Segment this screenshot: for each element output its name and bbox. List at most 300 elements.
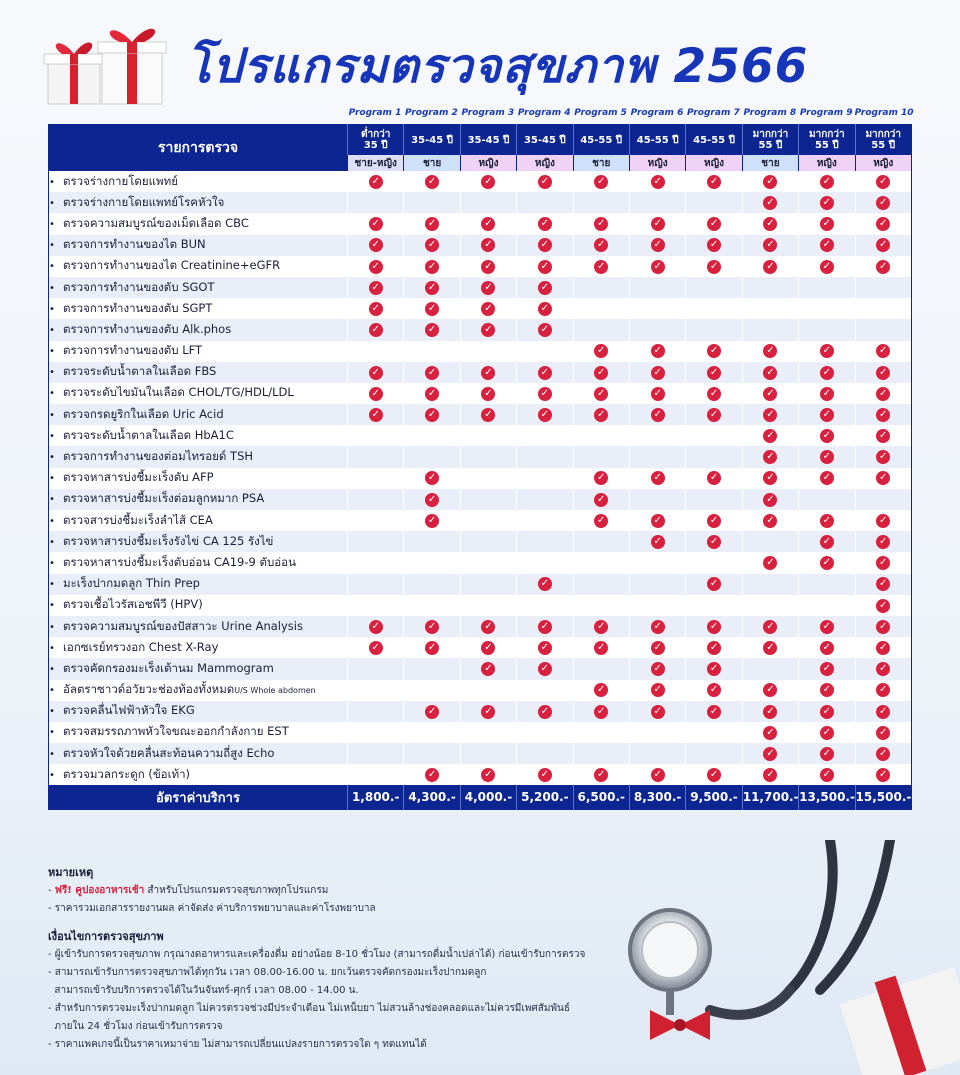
mark-cell bbox=[799, 256, 855, 277]
mark-cell bbox=[742, 468, 798, 489]
bullet-icon: • bbox=[49, 409, 55, 421]
check-icon: ✓ bbox=[538, 641, 552, 655]
check-icon: ✓ bbox=[763, 641, 777, 655]
bullet-icon: • bbox=[49, 261, 55, 273]
check-icon: ✓ bbox=[763, 366, 777, 380]
mark-cell bbox=[742, 510, 798, 531]
price-cell-7: 9,500.- bbox=[686, 785, 742, 810]
mark-cell bbox=[855, 595, 911, 616]
mark-cell bbox=[629, 277, 685, 298]
age-header-2 bbox=[404, 125, 460, 156]
table-row bbox=[49, 574, 912, 595]
age-text: มากกว่า bbox=[752, 129, 789, 140]
mark-cell bbox=[573, 531, 629, 552]
check-icon: ✓ bbox=[763, 196, 777, 210]
exam-item-label: ตรวจการทำงานของตับ LFT bbox=[63, 343, 203, 358]
check-icon: ✓ bbox=[820, 429, 834, 443]
exam-item-label: ตรวจการทำงานของตับ SGOT bbox=[63, 279, 215, 294]
mark-cell bbox=[517, 764, 573, 785]
mark-cell bbox=[799, 213, 855, 234]
exam-item-label: เอกซเรย์ทรวงอก Chest X-Ray bbox=[63, 639, 219, 654]
note-line bbox=[48, 900, 648, 918]
mark-cell bbox=[460, 277, 516, 298]
mark-cell bbox=[686, 171, 742, 192]
check-icon: ✓ bbox=[820, 747, 834, 761]
check-icon: ✓ bbox=[594, 705, 608, 719]
table-row bbox=[49, 489, 912, 510]
mark-cell bbox=[742, 256, 798, 277]
mark-cell bbox=[573, 383, 629, 404]
age-header-10 bbox=[855, 125, 911, 156]
exam-item-cell bbox=[49, 171, 348, 192]
exam-item-cell bbox=[49, 383, 348, 404]
mark-cell bbox=[573, 213, 629, 234]
mark-cell bbox=[460, 764, 516, 785]
program-label-10: Program 10 bbox=[854, 108, 914, 118]
check-icon: ✓ bbox=[876, 217, 890, 231]
age-text: มากกว่า bbox=[809, 129, 845, 140]
check-icon: ✓ bbox=[425, 408, 439, 422]
mark-cell bbox=[573, 510, 629, 531]
exam-item-cell bbox=[49, 235, 348, 256]
age-header-9 bbox=[799, 125, 855, 156]
mark-cell bbox=[855, 277, 911, 298]
exam-item-label: ตรวจระดับไขมันในเลือด CHOL/TG/HDL/LDL bbox=[63, 385, 294, 400]
bullet-icon: • bbox=[49, 197, 55, 209]
mark-cell bbox=[404, 658, 460, 679]
mark-cell bbox=[686, 277, 742, 298]
check-icon: ✓ bbox=[651, 344, 665, 358]
check-icon: ✓ bbox=[763, 429, 777, 443]
mark-cell bbox=[573, 574, 629, 595]
mark-cell bbox=[460, 637, 516, 658]
mark-cell bbox=[799, 574, 855, 595]
check-icon: ✓ bbox=[763, 450, 777, 464]
mark-cell bbox=[348, 404, 404, 425]
mark-cell bbox=[686, 722, 742, 743]
mark-cell bbox=[742, 277, 798, 298]
check-icon: ✓ bbox=[876, 768, 890, 782]
notes-list bbox=[48, 882, 648, 918]
mark-cell bbox=[799, 235, 855, 256]
mark-cell bbox=[686, 552, 742, 573]
exam-item-cell bbox=[49, 489, 348, 510]
check-icon: ✓ bbox=[481, 175, 495, 189]
table-row bbox=[49, 722, 912, 743]
check-icon: ✓ bbox=[876, 260, 890, 274]
exam-item-label: ตรวจเชื้อไวรัสเอชพีวี (HPV) bbox=[63, 597, 203, 612]
check-icon: ✓ bbox=[707, 344, 721, 358]
exam-item-sublabel: U/S Whole abdomen bbox=[234, 686, 316, 696]
mark-cell bbox=[799, 764, 855, 785]
mark-cell bbox=[686, 616, 742, 637]
mark-cell bbox=[460, 256, 516, 277]
check-icon: ✓ bbox=[538, 260, 552, 274]
mark-cell bbox=[742, 743, 798, 764]
check-icon: ✓ bbox=[820, 726, 834, 740]
mark-cell bbox=[348, 574, 404, 595]
mark-cell bbox=[573, 171, 629, 192]
price-cell-4: 5,200.- bbox=[517, 785, 573, 810]
table-row bbox=[49, 256, 912, 277]
check-icon: ✓ bbox=[369, 260, 383, 274]
check-icon: ✓ bbox=[481, 705, 495, 719]
mark-cell bbox=[517, 552, 573, 573]
condition-line: - สามารถเข้ารับการตรวจสุขภาพได้ทุกวัน เวลา 08.00-16.00 น. ยกเว้นตรวจคัดกรองมะเร็งปากมดลูก bbox=[48, 967, 487, 978]
check-icon: ✓ bbox=[651, 260, 665, 274]
table-body bbox=[49, 171, 912, 785]
mark-cell bbox=[799, 468, 855, 489]
check-icon: ✓ bbox=[763, 514, 777, 528]
check-icon: ✓ bbox=[538, 281, 552, 295]
mark-cell bbox=[460, 510, 516, 531]
mark-cell bbox=[348, 341, 404, 362]
check-icon: ✓ bbox=[425, 620, 439, 634]
check-icon: ✓ bbox=[651, 175, 665, 189]
check-icon: ✓ bbox=[425, 514, 439, 528]
note-highlight: ฟรี! คูปองอาหารเช้า bbox=[54, 885, 145, 896]
gender-header-1: ชาย-หญิง bbox=[348, 155, 404, 171]
check-icon: ✓ bbox=[876, 238, 890, 252]
mark-cell bbox=[404, 298, 460, 319]
mark-cell bbox=[573, 341, 629, 362]
check-icon: ✓ bbox=[876, 196, 890, 210]
mark-cell bbox=[855, 764, 911, 785]
check-icon: ✓ bbox=[651, 620, 665, 634]
mark-cell bbox=[460, 574, 516, 595]
check-icon: ✓ bbox=[481, 768, 495, 782]
check-icon: ✓ bbox=[763, 726, 777, 740]
gender-header-8: ชาย bbox=[742, 155, 798, 171]
price-cell-10: 15,500.- bbox=[855, 785, 911, 810]
check-icon: ✓ bbox=[425, 705, 439, 719]
check-icon: ✓ bbox=[820, 366, 834, 380]
check-icon: ✓ bbox=[425, 260, 439, 274]
check-icon: ✓ bbox=[876, 726, 890, 740]
mark-cell bbox=[517, 213, 573, 234]
mark-cell bbox=[404, 256, 460, 277]
program-label-5: Program 5 bbox=[574, 108, 627, 118]
check-icon: ✓ bbox=[481, 217, 495, 231]
mark-cell bbox=[573, 489, 629, 510]
check-icon: ✓ bbox=[763, 175, 777, 189]
check-icon: ✓ bbox=[820, 175, 834, 189]
mark-cell bbox=[742, 680, 798, 701]
mark-cell bbox=[855, 510, 911, 531]
mark-cell bbox=[799, 341, 855, 362]
mark-cell bbox=[517, 489, 573, 510]
mark-cell bbox=[517, 616, 573, 637]
mark-cell bbox=[686, 468, 742, 489]
age-text: 35-45 ปี bbox=[411, 134, 453, 146]
check-icon: ✓ bbox=[481, 408, 495, 422]
mark-cell bbox=[404, 404, 460, 425]
check-icon: ✓ bbox=[763, 705, 777, 719]
mark-cell bbox=[686, 446, 742, 467]
exam-item-cell bbox=[49, 298, 348, 319]
mark-cell bbox=[404, 743, 460, 764]
mark-cell bbox=[348, 235, 404, 256]
age-header-8 bbox=[742, 125, 798, 156]
mark-cell bbox=[517, 277, 573, 298]
bullet-icon: • bbox=[49, 367, 55, 379]
mark-cell bbox=[348, 595, 404, 616]
mark-cell bbox=[460, 616, 516, 637]
mark-cell bbox=[348, 616, 404, 637]
mark-cell bbox=[855, 319, 911, 340]
mark-cell bbox=[517, 637, 573, 658]
mark-cell bbox=[460, 213, 516, 234]
condition-line: ภายใน 24 ชั่วโมง ก่อนเข้ารับการตรวจ bbox=[48, 1021, 223, 1032]
mark-cell bbox=[573, 192, 629, 213]
mark-cell bbox=[855, 171, 911, 192]
mark-cell bbox=[686, 256, 742, 277]
mark-cell bbox=[629, 298, 685, 319]
exam-item-label: ตรวจการทำงานของไต Creatinine+eGFR bbox=[63, 258, 281, 273]
check-icon: ✓ bbox=[594, 238, 608, 252]
check-icon: ✓ bbox=[707, 387, 721, 401]
mark-cell bbox=[460, 319, 516, 340]
price-cell-3: 4,000.- bbox=[460, 785, 516, 810]
age-text: 55 ปี bbox=[758, 140, 783, 151]
mark-cell bbox=[799, 446, 855, 467]
check-icon: ✓ bbox=[538, 577, 552, 591]
mark-cell bbox=[799, 489, 855, 510]
mark-cell bbox=[348, 680, 404, 701]
mark-cell bbox=[517, 171, 573, 192]
mark-cell bbox=[855, 531, 911, 552]
bullet-icon: • bbox=[49, 621, 55, 633]
table-row bbox=[49, 658, 912, 679]
condition-line: สามารถเข้ารับบริการตรวจได้ในวันจันทร์-ศุกร์ เวลา 08.00 - 14.00 น. bbox=[48, 985, 359, 996]
bullet-icon: • bbox=[49, 579, 55, 591]
mark-cell bbox=[855, 468, 911, 489]
table-row bbox=[49, 531, 912, 552]
mark-cell bbox=[517, 425, 573, 446]
check-icon: ✓ bbox=[538, 705, 552, 719]
check-icon: ✓ bbox=[481, 366, 495, 380]
mark-cell bbox=[799, 743, 855, 764]
mark-cell bbox=[404, 574, 460, 595]
mark-cell bbox=[742, 383, 798, 404]
note-line bbox=[48, 882, 648, 900]
age-header-7 bbox=[686, 125, 742, 156]
mark-cell bbox=[517, 256, 573, 277]
mark-cell bbox=[517, 446, 573, 467]
bullet-icon: • bbox=[49, 706, 55, 718]
mark-cell bbox=[629, 213, 685, 234]
mark-cell bbox=[348, 701, 404, 722]
exam-item-label: ตรวจการทำงานของต่อมไทรอยด์ TSH bbox=[63, 449, 254, 464]
check-icon: ✓ bbox=[876, 620, 890, 634]
program-label-1: Program 1 bbox=[348, 108, 402, 118]
check-icon: ✓ bbox=[876, 429, 890, 443]
note-text: ราคารวมเอกสารรายงานผล ค่าจัดส่ง ค่าบริการพยาบาลและค่าโรงพยาบาล bbox=[54, 903, 376, 914]
mark-cell bbox=[460, 489, 516, 510]
check-icon: ✓ bbox=[876, 175, 890, 189]
check-icon: ✓ bbox=[481, 281, 495, 295]
mark-cell bbox=[404, 510, 460, 531]
mark-cell bbox=[460, 404, 516, 425]
mark-cell bbox=[742, 446, 798, 467]
bullet-icon: • bbox=[49, 473, 55, 485]
check-icon: ✓ bbox=[707, 514, 721, 528]
check-icon: ✓ bbox=[481, 323, 495, 337]
mark-cell bbox=[573, 256, 629, 277]
mark-cell bbox=[517, 362, 573, 383]
table-row bbox=[49, 425, 912, 446]
exam-item-cell bbox=[49, 722, 348, 743]
check-icon: ✓ bbox=[876, 344, 890, 358]
exam-item-label: ตรวจสมรรถภาพหัวใจขณะออกกำลังกาย EST bbox=[63, 724, 289, 739]
mark-cell bbox=[686, 362, 742, 383]
bullet-icon: • bbox=[49, 218, 55, 230]
bullet-icon: • bbox=[49, 346, 55, 358]
check-icon: ✓ bbox=[538, 217, 552, 231]
mark-cell bbox=[348, 256, 404, 277]
check-icon: ✓ bbox=[707, 577, 721, 591]
mark-cell bbox=[573, 298, 629, 319]
mark-cell bbox=[742, 595, 798, 616]
mark-cell bbox=[686, 701, 742, 722]
bullet-icon: • bbox=[49, 240, 55, 252]
check-icon: ✓ bbox=[763, 620, 777, 634]
mark-cell bbox=[629, 658, 685, 679]
mark-cell bbox=[742, 341, 798, 362]
mark-cell bbox=[686, 298, 742, 319]
mark-cell bbox=[799, 277, 855, 298]
mark-cell bbox=[686, 510, 742, 531]
mark-cell bbox=[573, 319, 629, 340]
exam-item-cell bbox=[49, 404, 348, 425]
exam-item-label: ตรวจความสมบูรณ์ของเม็ดเลือด CBC bbox=[63, 215, 249, 230]
check-icon: ✓ bbox=[707, 217, 721, 231]
mark-cell bbox=[348, 531, 404, 552]
mark-cell bbox=[348, 383, 404, 404]
mark-cell bbox=[460, 552, 516, 573]
check-icon: ✓ bbox=[594, 260, 608, 274]
mark-cell bbox=[742, 404, 798, 425]
mark-cell bbox=[686, 658, 742, 679]
mark-cell bbox=[686, 743, 742, 764]
mark-cell bbox=[404, 341, 460, 362]
check-icon: ✓ bbox=[481, 238, 495, 252]
check-icon: ✓ bbox=[369, 175, 383, 189]
exam-item-cell bbox=[49, 468, 348, 489]
mark-cell bbox=[404, 235, 460, 256]
mark-cell bbox=[348, 319, 404, 340]
check-icon: ✓ bbox=[369, 620, 383, 634]
check-icon: ✓ bbox=[707, 620, 721, 634]
mark-cell bbox=[855, 446, 911, 467]
check-icon: ✓ bbox=[594, 471, 608, 485]
mark-cell bbox=[742, 319, 798, 340]
exam-item-cell bbox=[49, 616, 348, 637]
check-icon: ✓ bbox=[651, 366, 665, 380]
mark-cell bbox=[573, 468, 629, 489]
exam-item-cell bbox=[49, 764, 348, 785]
mark-cell bbox=[404, 552, 460, 573]
note-text: สำหรับโปรแกรมตรวจสุขภาพทุกโปรแกรม bbox=[144, 885, 329, 896]
check-icon: ✓ bbox=[763, 387, 777, 401]
mark-cell bbox=[629, 425, 685, 446]
page-title: โปรแกรมตรวจสุขภาพ 2566 bbox=[186, 39, 809, 94]
age-text: ต่ำกว่า bbox=[360, 129, 391, 140]
exam-item-label: ตรวจหาสารบ่งชี้มะเร็งต่อมลูกหมาก PSA bbox=[63, 491, 265, 506]
bullet-icon: • bbox=[49, 515, 55, 527]
exam-item-cell bbox=[49, 510, 348, 531]
mark-cell bbox=[348, 446, 404, 467]
gender-header-4: หญิง bbox=[517, 155, 573, 171]
check-icon: ✓ bbox=[369, 238, 383, 252]
mark-cell bbox=[348, 510, 404, 531]
mark-cell bbox=[629, 383, 685, 404]
exam-item-cell bbox=[49, 341, 348, 362]
check-icon: ✓ bbox=[763, 493, 777, 507]
mark-cell bbox=[460, 531, 516, 552]
check-icon: ✓ bbox=[594, 175, 608, 189]
mark-cell bbox=[686, 680, 742, 701]
mark-cell bbox=[517, 319, 573, 340]
mark-cell bbox=[686, 235, 742, 256]
mark-cell bbox=[573, 722, 629, 743]
check-icon: ✓ bbox=[538, 238, 552, 252]
check-icon: ✓ bbox=[538, 302, 552, 316]
mark-cell bbox=[799, 171, 855, 192]
check-icon: ✓ bbox=[876, 705, 890, 719]
check-icon: ✓ bbox=[763, 683, 777, 697]
check-icon: ✓ bbox=[481, 662, 495, 676]
check-icon: ✓ bbox=[707, 768, 721, 782]
check-icon: ✓ bbox=[538, 175, 552, 189]
mark-cell bbox=[573, 446, 629, 467]
age-header-3 bbox=[460, 125, 516, 156]
check-icon: ✓ bbox=[763, 471, 777, 485]
check-icon: ✓ bbox=[763, 408, 777, 422]
mark-cell bbox=[460, 235, 516, 256]
table-row bbox=[49, 468, 912, 489]
mark-cell bbox=[799, 595, 855, 616]
mark-cell bbox=[348, 192, 404, 213]
check-icon: ✓ bbox=[369, 408, 383, 422]
check-icon: ✓ bbox=[763, 556, 777, 570]
check-icon: ✓ bbox=[481, 260, 495, 274]
mark-cell bbox=[629, 362, 685, 383]
age-text: 35-45 ปี bbox=[467, 134, 510, 146]
check-icon: ✓ bbox=[425, 175, 439, 189]
mark-cell bbox=[348, 213, 404, 234]
bullet-icon: • bbox=[49, 748, 55, 760]
gift-boxes-icon bbox=[42, 22, 170, 108]
exam-item-label: ตรวจหาสารบ่งชี้มะเร็งตับ AFP bbox=[63, 470, 214, 485]
mark-cell bbox=[742, 701, 798, 722]
bullet-icon: • bbox=[49, 557, 55, 569]
mark-cell bbox=[348, 468, 404, 489]
mark-cell bbox=[799, 319, 855, 340]
exam-item-label: อัลตราซาวด์อวัยวะช่องท้องทั้งหมด bbox=[63, 682, 235, 697]
mark-cell bbox=[573, 552, 629, 573]
check-icon: ✓ bbox=[425, 471, 439, 485]
mark-cell bbox=[460, 446, 516, 467]
table-row bbox=[49, 362, 912, 383]
check-icon: ✓ bbox=[820, 662, 834, 676]
bullet-icon: • bbox=[49, 176, 55, 188]
table-row bbox=[49, 701, 912, 722]
price-label: อัตราค่าบริการ bbox=[49, 785, 348, 810]
check-icon: ✓ bbox=[876, 683, 890, 697]
table-row bbox=[49, 510, 912, 531]
mark-cell bbox=[460, 171, 516, 192]
